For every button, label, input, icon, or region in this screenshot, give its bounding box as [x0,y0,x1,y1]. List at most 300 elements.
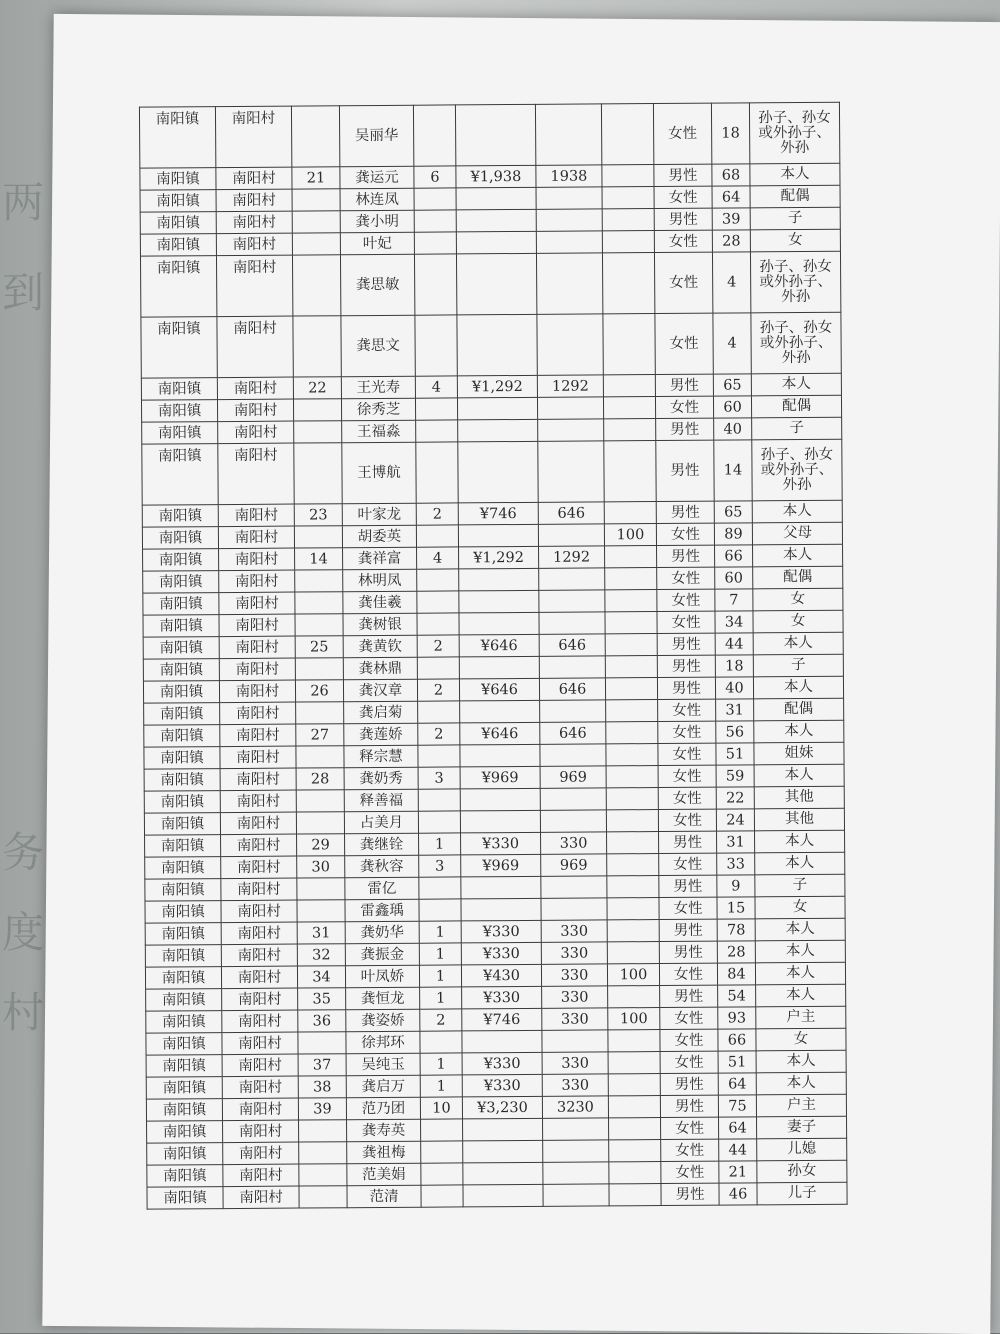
name-cell: 龚秋容 [345,855,419,878]
amount-plain-cell [537,314,603,375]
household-number-cell: 26 [295,680,343,702]
name-cell: 叶凤娇 [345,965,419,988]
name-cell: 龚佳羲 [343,591,417,614]
relation-cell: 子 [752,417,842,440]
background-poster-glyph: 度 [2,908,45,957]
village-cell: 南阳村 [218,526,294,549]
extra-subsidy-cell [604,441,656,502]
town-cell: 南阳镇 [143,659,219,682]
relation-cell: 子 [755,874,845,897]
relation-cell: 女 [750,229,840,252]
age-cell: 46 [719,1183,757,1205]
village-cell: 南阳村 [216,167,292,190]
household-size-cell [417,613,459,635]
household-size-cell [420,1031,462,1053]
household-number-cell: 37 [298,1054,346,1076]
relation-cell: 本人 [754,720,844,743]
extra-subsidy-cell [608,1030,660,1052]
household-size-cell [421,1185,463,1207]
household-size-cell [415,398,457,420]
sex-cell: 女性 [658,699,716,721]
extra-subsidy-cell [602,253,654,314]
household-size-cell: 4 [415,376,457,398]
name-cell: 龚继铨 [345,833,419,856]
amount-cell [458,524,538,547]
table-row [147,1182,847,1209]
household-size-cell [418,701,460,723]
sex-cell: 男性 [657,655,715,677]
household-number-cell [294,526,342,548]
amount-plain-cell [541,898,607,920]
relation-cell: 本人 [754,764,844,787]
extra-subsidy-cell [602,165,654,187]
town-cell: 南阳镇 [143,571,219,594]
age-cell: 84 [717,963,755,985]
household-size-cell [417,591,459,613]
town-cell: 南阳镇 [145,967,221,990]
household-number-cell: 29 [297,834,345,856]
name-cell: 龚思文 [341,315,415,377]
village-cell: 南阳村 [215,106,291,168]
subsidy-roster-table [139,102,848,1210]
town-cell: 南阳镇 [141,317,217,379]
amount-plain-cell: 1292 [537,375,603,397]
amount-cell [463,1162,543,1185]
amount-cell: ¥646 [460,722,540,745]
amount-cell: ¥430 [461,964,541,987]
household-size-cell: 6 [414,166,456,188]
village-cell: 南阳村 [223,1142,299,1165]
household-size-cell [415,315,457,376]
amount-cell [459,590,539,613]
name-cell: 徐秀芝 [341,398,415,421]
name-cell: 释宗慧 [344,745,418,768]
age-cell: 39 [712,208,750,230]
amount-cell: ¥330 [462,986,542,1009]
age-cell: 65 [714,501,752,523]
village-cell: 南阳村 [223,1120,299,1143]
amount-plain-cell: 3230 [542,1096,608,1118]
village-cell: 南阳村 [221,878,297,901]
town-cell: 南阳镇 [144,769,220,792]
age-cell: 66 [718,1029,756,1051]
extra-subsidy-cell [605,656,657,678]
town-cell: 南阳镇 [140,168,216,191]
amount-cell: ¥646 [459,634,539,657]
household-number-cell: 27 [296,724,344,746]
amount-cell [456,253,536,315]
age-cell: 65 [713,374,751,396]
household-number-cell: 31 [297,922,345,944]
sex-cell: 女性 [657,611,715,633]
amount-cell: ¥330 [461,920,541,943]
household-size-cell [419,899,461,921]
town-cell: 南阳镇 [145,835,221,858]
extra-subsidy-cell [609,1184,661,1206]
relation-cell: 本人 [755,852,845,875]
household-number-cell [295,570,343,592]
age-cell: 54 [718,985,756,1007]
amount-plain-cell [538,524,604,546]
background-poster-glyph: 务 [2,828,45,877]
sex-cell: 女性 [660,1007,718,1029]
household-size-cell: 10 [420,1097,462,1119]
amount-plain-cell: 1938 [536,165,602,187]
village-cell: 南阳村 [221,834,297,857]
sex-cell: 男性 [660,985,718,1007]
name-cell: 范清 [347,1185,421,1208]
household-number-cell: 28 [296,768,344,790]
amount-plain-cell [535,104,601,165]
household-number-cell: 25 [295,636,343,658]
household-size-cell: 1 [420,987,462,1009]
age-cell: 14 [714,440,752,501]
town-cell: 南阳镇 [140,212,216,235]
amount-plain-cell: 330 [541,920,607,942]
amount-plain-cell [536,253,602,314]
extra-subsidy-cell [608,1052,660,1074]
sex-cell: 男性 [661,1183,719,1205]
extra-subsidy-cell [605,590,657,612]
village-cell: 南阳村 [220,724,296,747]
household-size-cell: 1 [420,1053,462,1075]
background-poster-glyph: 村 [2,988,45,1037]
town-cell: 南阳镇 [143,681,219,704]
extra-subsidy-cell [603,314,655,375]
household-size-cell: 3 [418,767,460,789]
extra-subsidy-cell [605,612,657,634]
roster-body [139,102,847,1209]
name-cell: 龚恒龙 [346,987,420,1010]
household-number-cell [293,399,341,421]
name-cell: 龚小明 [340,210,414,233]
household-number-cell [292,211,340,233]
relation-cell: 本人 [755,830,845,853]
amount-plain-cell: 330 [542,986,608,1008]
village-cell: 南阳村 [220,812,296,835]
age-cell: 24 [716,809,754,831]
town-cell: 南阳镇 [147,1187,223,1210]
village-cell: 南阳村 [222,1098,298,1121]
household-size-cell: 1 [420,1075,462,1097]
sex-cell: 男性 [659,875,717,897]
relation-cell: 妻子 [757,1116,847,1139]
relation-cell: 本人 [753,632,843,655]
household-number-cell [299,1120,347,1142]
age-cell: 60 [713,396,751,418]
town-cell: 南阳镇 [143,549,219,572]
extra-subsidy-cell [606,766,658,788]
amount-plain-cell: 330 [541,964,607,986]
name-cell: 龚启菊 [344,701,418,724]
village-cell: 南阳村 [216,255,292,317]
village-cell: 南阳村 [219,658,295,681]
household-size-cell: 1 [419,943,461,965]
town-cell: 南阳镇 [145,945,221,968]
household-size-cell: 2 [420,1009,462,1031]
household-size-cell [421,1119,463,1141]
name-cell: 龚黄钦 [343,635,417,658]
name-cell: 释善福 [344,789,418,812]
household-size-cell: 1 [419,965,461,987]
extra-subsidy-cell [606,700,658,722]
name-cell: 龚姿娇 [346,1009,420,1032]
household-number-cell: 35 [298,988,346,1010]
household-size-cell [421,1163,463,1185]
household-number-cell [295,614,343,636]
sex-cell: 女性 [653,103,711,164]
amount-cell [459,656,539,679]
extra-subsidy-cell [607,942,659,964]
relation-cell: 姐妹 [754,742,844,765]
relation-cell: 其他 [754,808,844,831]
town-cell: 南阳镇 [141,378,217,401]
amount-plain-cell [543,1162,609,1184]
household-number-cell [298,1032,346,1054]
extra-subsidy-cell [602,231,654,253]
village-cell: 南阳村 [219,614,295,637]
town-cell: 南阳镇 [147,1121,223,1144]
amount-cell [455,104,535,166]
village-cell: 南阳村 [222,1054,298,1077]
extra-subsidy-cell: 100 [607,964,659,986]
amount-plain-cell [538,419,604,441]
town-cell: 南阳镇 [141,400,217,423]
amount-cell: ¥330 [462,1074,542,1097]
extra-subsidy-cell [609,1162,661,1184]
household-number-cell [295,592,343,614]
town-cell: 南阳镇 [140,190,216,213]
table-row [142,439,842,505]
household-size-cell: 1 [419,921,461,943]
sex-cell: 男性 [660,1073,718,1095]
name-cell: 范乃团 [346,1097,420,1120]
relation-cell: 本人 [753,544,843,567]
amount-cell: ¥1,292 [459,546,539,569]
amount-cell: ¥3,230 [462,1096,542,1119]
amount-cell [463,1140,543,1163]
village-cell: 南阳村 [220,746,296,769]
name-cell: 范美娟 [347,1163,421,1186]
relation-cell: 本人 [756,1072,846,1095]
town-cell: 南阳镇 [144,791,220,814]
extra-subsidy-cell [608,986,660,1008]
extra-subsidy-cell [602,187,654,209]
amount-cell [459,568,539,591]
name-cell: 叶妃 [340,232,414,255]
relation-cell: 配偶 [750,185,840,208]
amount-plain-cell [540,788,606,810]
town-cell: 南阳镇 [142,422,218,445]
relation-cell: 配偶 [753,566,843,589]
amount-plain-cell [543,1140,609,1162]
sex-cell: 女性 [658,743,716,765]
household-size-cell: 2 [417,679,459,701]
amount-cell [457,397,537,420]
name-cell: 龚振金 [345,943,419,966]
relation-cell: 儿子 [757,1182,847,1205]
amount-plain-cell [540,744,606,766]
sex-cell: 女性 [657,567,715,589]
village-cell: 南阳村 [221,922,297,945]
relation-cell: 孙子、孙女或外孙子、外孙 [752,439,842,501]
background-poster-glyph: 到 [2,268,45,317]
age-cell: 15 [717,897,755,919]
amount-plain-cell [539,656,605,678]
relation-cell: 本人 [755,962,845,985]
extra-subsidy-cell [603,375,655,397]
sex-cell: 男性 [656,501,714,523]
name-cell: 吴丽华 [339,105,413,167]
age-cell: 4 [713,313,751,374]
sex-cell: 男性 [659,919,717,941]
amount-cell [456,231,536,254]
age-cell: 31 [717,831,755,853]
amount-cell [460,744,540,767]
name-cell: 龚思敏 [340,254,414,316]
amount-plain-cell: 646 [539,634,605,656]
town-cell: 南阳镇 [140,256,216,318]
extra-subsidy-cell [607,898,659,920]
village-cell: 南阳村 [217,377,293,400]
extra-subsidy-cell [605,678,657,700]
age-cell: 7 [715,589,753,611]
relation-cell: 户主 [756,1006,846,1029]
town-cell: 南阳镇 [146,989,222,1012]
age-cell: 4 [712,252,750,313]
household-number-cell: 21 [292,167,340,189]
name-cell: 吴纯玉 [346,1053,420,1076]
relation-cell: 本人 [753,676,843,699]
extra-subsidy-cell [602,209,654,231]
age-cell: 40 [715,677,753,699]
town-cell: 南阳镇 [147,1143,223,1166]
household-number-cell: 23 [294,504,342,526]
age-cell: 33 [717,853,755,875]
name-cell: 龚奶华 [345,921,419,944]
age-cell: 59 [716,765,754,787]
sex-cell: 男性 [656,440,714,501]
amount-plain-cell [539,590,605,612]
town-cell: 南阳镇 [145,923,221,946]
amount-cell: ¥746 [462,1008,542,1031]
extra-subsidy-cell: 100 [604,524,656,546]
sex-cell: 男性 [656,418,714,440]
amount-cell [456,187,536,210]
household-size-cell [417,569,459,591]
name-cell: 王光寿 [341,376,415,399]
amount-cell: ¥969 [460,766,540,789]
relation-cell: 孙女 [757,1160,847,1183]
amount-cell [461,898,541,921]
relation-cell: 女 [755,896,845,919]
sex-cell: 女性 [659,853,717,875]
age-cell: 64 [719,1117,757,1139]
village-cell: 南阳村 [222,1076,298,1099]
table-row [139,102,839,168]
name-cell: 龚林鼎 [343,657,417,680]
town-cell: 南阳镇 [142,505,218,528]
town-cell: 南阳镇 [145,857,221,880]
age-cell: 31 [716,699,754,721]
sex-cell: 女性 [658,787,716,809]
sex-cell: 男性 [657,677,715,699]
village-cell: 南阳村 [217,316,293,378]
village-cell: 南阳村 [220,768,296,791]
extra-subsidy-cell [605,546,657,568]
relation-cell: 本人 [750,163,840,186]
sex-cell: 女性 [655,396,713,418]
village-cell: 南阳村 [221,900,297,923]
posted-paper-sheet [42,14,1000,1334]
household-size-cell [418,745,460,767]
name-cell: 龚树银 [343,613,417,636]
table-row [141,312,841,378]
amount-plain-cell: 330 [542,1052,608,1074]
town-cell: 南阳镇 [143,637,219,660]
amount-cell [457,314,537,376]
amount-cell: ¥330 [462,1052,542,1075]
town-cell: 南阳镇 [146,1055,222,1078]
age-cell: 89 [714,523,752,545]
sex-cell: 女性 [656,523,714,545]
amount-plain-cell [536,209,602,231]
age-cell: 21 [719,1161,757,1183]
age-cell: 60 [715,567,753,589]
name-cell: 叶家龙 [342,503,416,526]
amount-cell [456,209,536,232]
relation-cell: 子 [753,654,843,677]
age-cell: 56 [716,721,754,743]
relation-cell: 配偶 [754,698,844,721]
amount-plain-cell: 969 [541,854,607,876]
household-number-cell [296,746,344,768]
extra-subsidy-cell [609,1140,661,1162]
name-cell: 雷亿 [345,877,419,900]
relation-cell: 其他 [754,786,844,809]
age-cell: 66 [715,545,753,567]
household-number-cell: 39 [298,1098,346,1120]
name-cell: 龚汉章 [343,679,417,702]
age-cell: 44 [715,633,753,655]
amount-plain-cell [541,876,607,898]
sex-cell: 女性 [658,721,716,743]
town-cell: 南阳镇 [144,725,220,748]
extra-subsidy-cell [606,722,658,744]
amount-plain-cell: 646 [538,502,604,524]
sex-cell: 男性 [657,633,715,655]
relation-cell: 本人 [755,918,845,941]
household-number-cell [294,443,342,504]
household-number-cell [296,790,344,812]
household-number-cell [292,255,340,316]
age-cell: 34 [715,611,753,633]
town-cell: 南阳镇 [144,813,220,836]
household-number-cell: 32 [297,944,345,966]
age-cell: 22 [716,787,754,809]
village-cell: 南阳村 [218,504,294,527]
extra-subsidy-cell: 100 [608,1008,660,1030]
village-cell: 南阳村 [219,680,295,703]
extra-subsidy-cell [604,502,656,524]
amount-cell [459,612,539,635]
name-cell: 龚奶秀 [344,767,418,790]
name-cell: 徐邦环 [346,1031,420,1054]
age-cell: 18 [711,103,749,164]
household-number-cell [299,1142,347,1164]
sex-cell: 女性 [654,186,712,208]
sex-cell: 女性 [658,809,716,831]
